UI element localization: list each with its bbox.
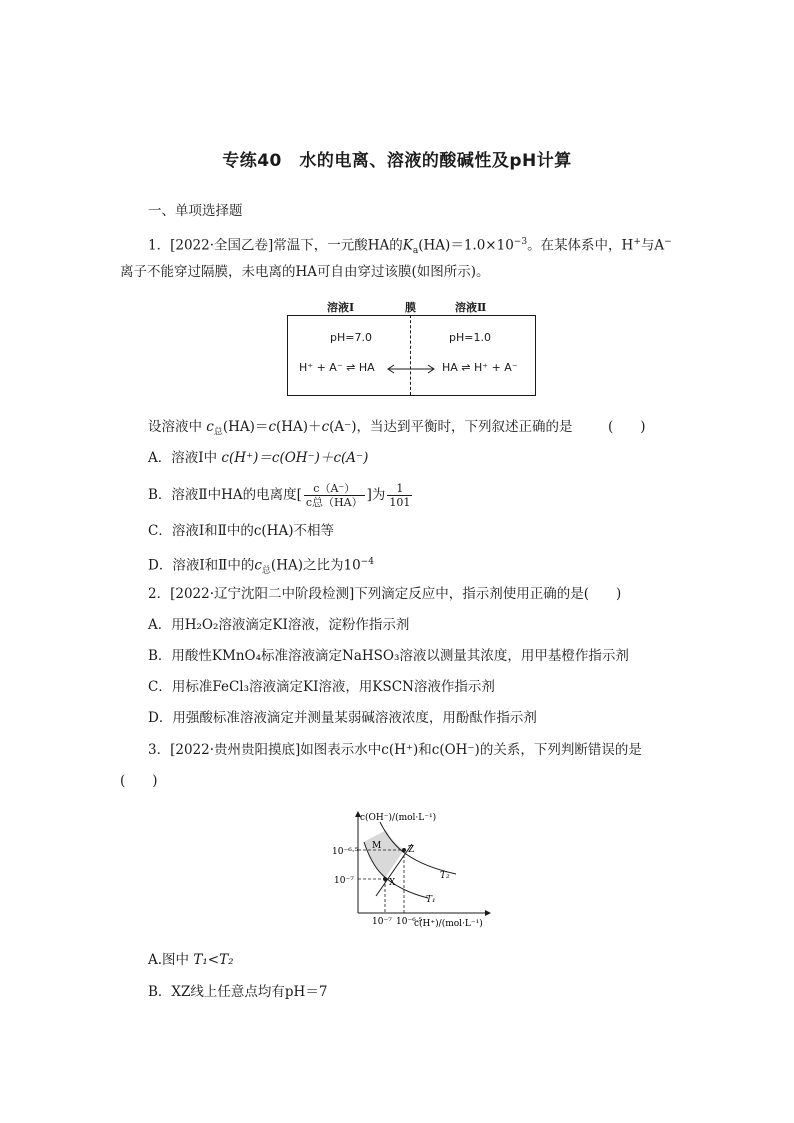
q1-stem-part: (HA)＝1.0×10	[418, 237, 514, 254]
q2-option-a: A．用H₂O₂溶液滴定KI溶液，淀粉作指示剂	[148, 617, 410, 633]
q1-option-b	[148, 482, 414, 509]
q1-exponent: −3	[513, 237, 528, 247]
left-ph: pH=7.0	[330, 331, 372, 344]
c-symbol: c	[254, 557, 262, 574]
diagram-left-label: 溶液Ⅰ	[327, 301, 355, 314]
label-t1: T₁	[426, 895, 436, 905]
diagram-mid-label: 膜	[405, 301, 416, 314]
q3-option-a	[148, 950, 234, 970]
point-x-marker	[383, 877, 387, 881]
x-tick-low: 10⁻⁷	[372, 917, 392, 927]
value-fraction	[387, 482, 412, 509]
right-ph: pH=1.0	[449, 331, 491, 344]
fraction-denominator: 101	[389, 496, 411, 509]
double-arrow-icon	[385, 362, 437, 376]
option-text: ]为	[366, 487, 386, 503]
label-x: X	[389, 878, 396, 888]
ka-symbol: K	[402, 237, 413, 254]
c-symbol: c	[206, 419, 214, 435]
q1-option-c: C．溶液Ⅰ和Ⅱ中的c(HA)不相等	[148, 523, 334, 539]
q3-stem: 3．[2022·贵州贵阳摸底]如图表示水中c(H⁺)和c(OH⁻)的关系，下列判断错误的是	[148, 742, 642, 758]
fraction-numerator: c（A⁻）	[304, 482, 365, 496]
q1-stem-part: 。在某体系中，H	[527, 237, 634, 254]
y-axis-label: c(OH⁻)/(mol·L⁻¹)	[360, 813, 437, 823]
q2-option-c: C．用标准FeCl₃溶液滴定KI溶液，用KSCN溶液作指示剂	[148, 679, 495, 695]
x-axis-label: c(H⁺)/(mol·L⁻¹)	[414, 919, 483, 929]
minus-sup: −	[664, 237, 672, 247]
q1-setup-part: (A⁻)，当达到平衡时，下列叙述正确的是	[329, 419, 573, 435]
q1-setup-part: (HA)＋	[276, 419, 322, 435]
plus-sup: +	[633, 237, 641, 247]
y-tick-high: 10⁻⁶·⁵	[332, 847, 359, 857]
total-sub: 总	[213, 427, 223, 438]
q1-option-a	[148, 448, 368, 468]
q1-stem-part: 1．[2022·全国乙卷]常温下，一元酸HA的	[148, 237, 403, 254]
diagram-box	[287, 315, 536, 396]
q1-setup-part: (HA)＝	[222, 419, 269, 435]
option-label: B．溶液Ⅱ中HA的电离度[	[148, 487, 302, 503]
y-tick-low: 10⁻⁷	[334, 876, 354, 886]
label-t2: T₂	[440, 871, 450, 881]
fraction-numerator: 1	[387, 482, 412, 496]
option-expression: T₁<T₂	[193, 952, 234, 968]
q2-option-b: B．用酸性KMnO₄标准溶液滴定NaHSO₃溶液以测量其浓度，用甲基橙作指示剂	[148, 648, 629, 664]
label-m: M	[372, 841, 382, 851]
option-label: A．溶液Ⅰ中	[148, 450, 218, 466]
ionization-fraction	[304, 482, 365, 509]
diagram-right-label: 溶液Ⅱ	[455, 301, 487, 314]
right-equilibrium: HA ⇌ H⁺ + A⁻	[442, 361, 518, 374]
c-symbol: c	[321, 419, 330, 435]
q1-stem-part: 与A	[640, 237, 665, 254]
membrane-line	[410, 315, 411, 395]
ka-subscript: a	[412, 246, 419, 257]
q1-answer-paren: ( )	[608, 419, 646, 435]
q2-stem: 2．[2022·辽宁沈阳二中阶段检测]下列滴定反应中，指示剂使用正确的是( )	[148, 586, 622, 602]
option-expression: c(H⁺)＝c(OH⁻)＋c(A⁻)	[221, 450, 369, 466]
option-text: (HA)之比为10	[270, 557, 361, 574]
option-label: D．溶液Ⅰ和Ⅱ中的	[148, 557, 255, 574]
water-ionization-chart	[320, 808, 500, 938]
option-exponent: −4	[360, 557, 374, 567]
q1-stem-line2: 离子不能穿过隔膜，未电离的HA可自由穿过该膜(如图所示)。	[120, 264, 490, 280]
q1-stem-line1	[148, 232, 672, 261]
page-title: 专练40 水的电离、溶液的酸碱性及pH计算	[222, 151, 572, 171]
fraction-denominator: c总（HA）	[305, 496, 363, 509]
total-sub: 总	[261, 566, 271, 577]
q3-answer-paren: ( )	[120, 773, 158, 789]
point-z-marker	[402, 848, 406, 852]
q3-option-b: B．XZ线上任意点均有pH＝7	[148, 984, 328, 1000]
x-tick-high: 10⁻⁶·⁵	[396, 917, 423, 927]
option-label: A.图中	[148, 952, 190, 968]
q1-setup-part: 设溶液中	[148, 419, 202, 435]
q1-option-d	[148, 552, 374, 581]
label-z: Z	[408, 845, 415, 855]
left-equilibrium: H⁺ + A⁻ ⇌ HA	[299, 361, 375, 374]
shaded-region	[364, 830, 404, 878]
q1-setup	[148, 417, 573, 443]
q2-option-d: D．用强酸标准溶液滴定并测量某弱碱溶液浓度，用酚酞作指示剂	[148, 710, 537, 726]
section-heading: 一、单项选择题	[148, 203, 243, 219]
c-symbol: c	[268, 419, 276, 435]
